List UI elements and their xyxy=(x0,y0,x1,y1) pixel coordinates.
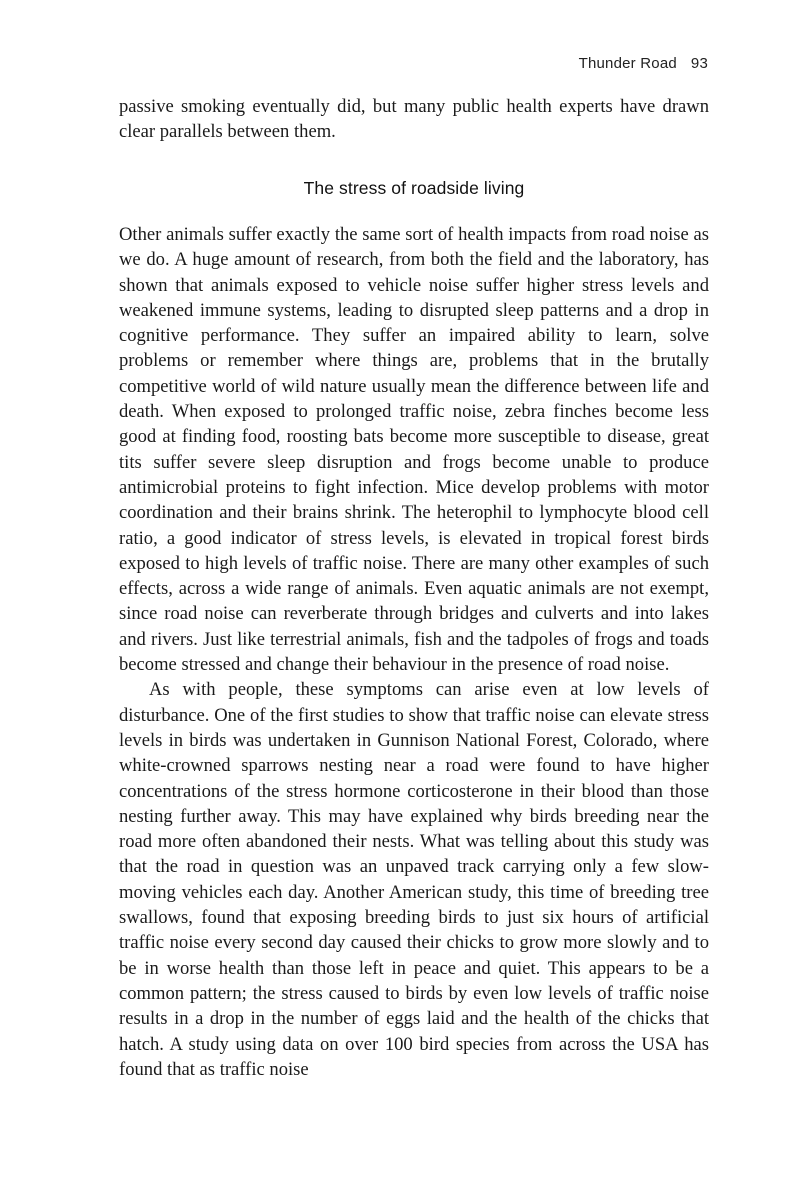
page-number: 93 xyxy=(690,55,708,72)
running-head-title: Thunder Road xyxy=(578,55,677,72)
section-heading: The stress of roadside living xyxy=(303,178,525,198)
body-paragraph-1: Other animals suffer exactly the same sort of health impacts from road noise as we do. A huge amount of research, from both the field and the laboratory, has shown that animals exposed to vehicle noise suffer higher stress levels and weakened immune systems, leading to disrupted sleep patterns and a drop in cognitive performance. They suffer an impaired ability to learn, solve problems or remember where things are, problems that in the brutally competitive world of wild nature usually mean the difference between life and death. When exposed to prolonged traffic noise, zebra finches become less good at finding food, roosting bats become more susceptible to disease, great tits suffer severe sleep disruption and frogs become unable to produce antimicrobial proteins to fight infection. Mice develop problems with motor coordination and their brains shrink. The heterophil to lymphocyte blood cell ratio, a good indicator of stress levels, is elevated in tropical forest birds exposed to high levels of traffic noise. There are many other examples of such effects, across a wide range of animals. Even aquatic animals are not exempt, since road noise can reverberate through bridges and culverts and into lakes and rivers. Just like terrestrial animals, fish and the tadpoles of frogs and toads become stressed and change their behaviour in the presence of road noise. xyxy=(119,224,709,676)
body-paragraph-2: As with people, these symptoms can arise even at low levels of disturbance. One of the first studies to show that traffic noise can elevate stress levels in birds was undertaken in Gunnison National Forest, Colorado, where white-crowned sparrows nesting near a road were found to have higher concentrations of the stress hormone corticosterone in their blood than those nesting further away. This may have explained why birds breeding near the road more often abandoned their nests. What was telling about this study was that the road in question was an unpaved track carrying only a few slow-moving vehicles each day. Another American study, this time of breeding tree swallows, found that exposing breeding birds to just six hours of artificial traffic noise every second day caused their chicks to grow more slowly and to be in worse health than those left in peace and quiet. This appears to be a common pattern; the stress caused to birds by even low levels of traffic noise results in a drop in the number of eggs laid and the health of the chicks that hatch. A study using data on over 100 bird species from across the USA has found that as traffic noise xyxy=(119,679,709,1080)
continuation-text xyxy=(119,94,709,145)
continuation-paragraph: passive smoking eventually did, but many public health experts have drawn clear parallels between them. xyxy=(119,96,709,143)
section-body xyxy=(119,222,709,1082)
running-head xyxy=(579,55,708,72)
